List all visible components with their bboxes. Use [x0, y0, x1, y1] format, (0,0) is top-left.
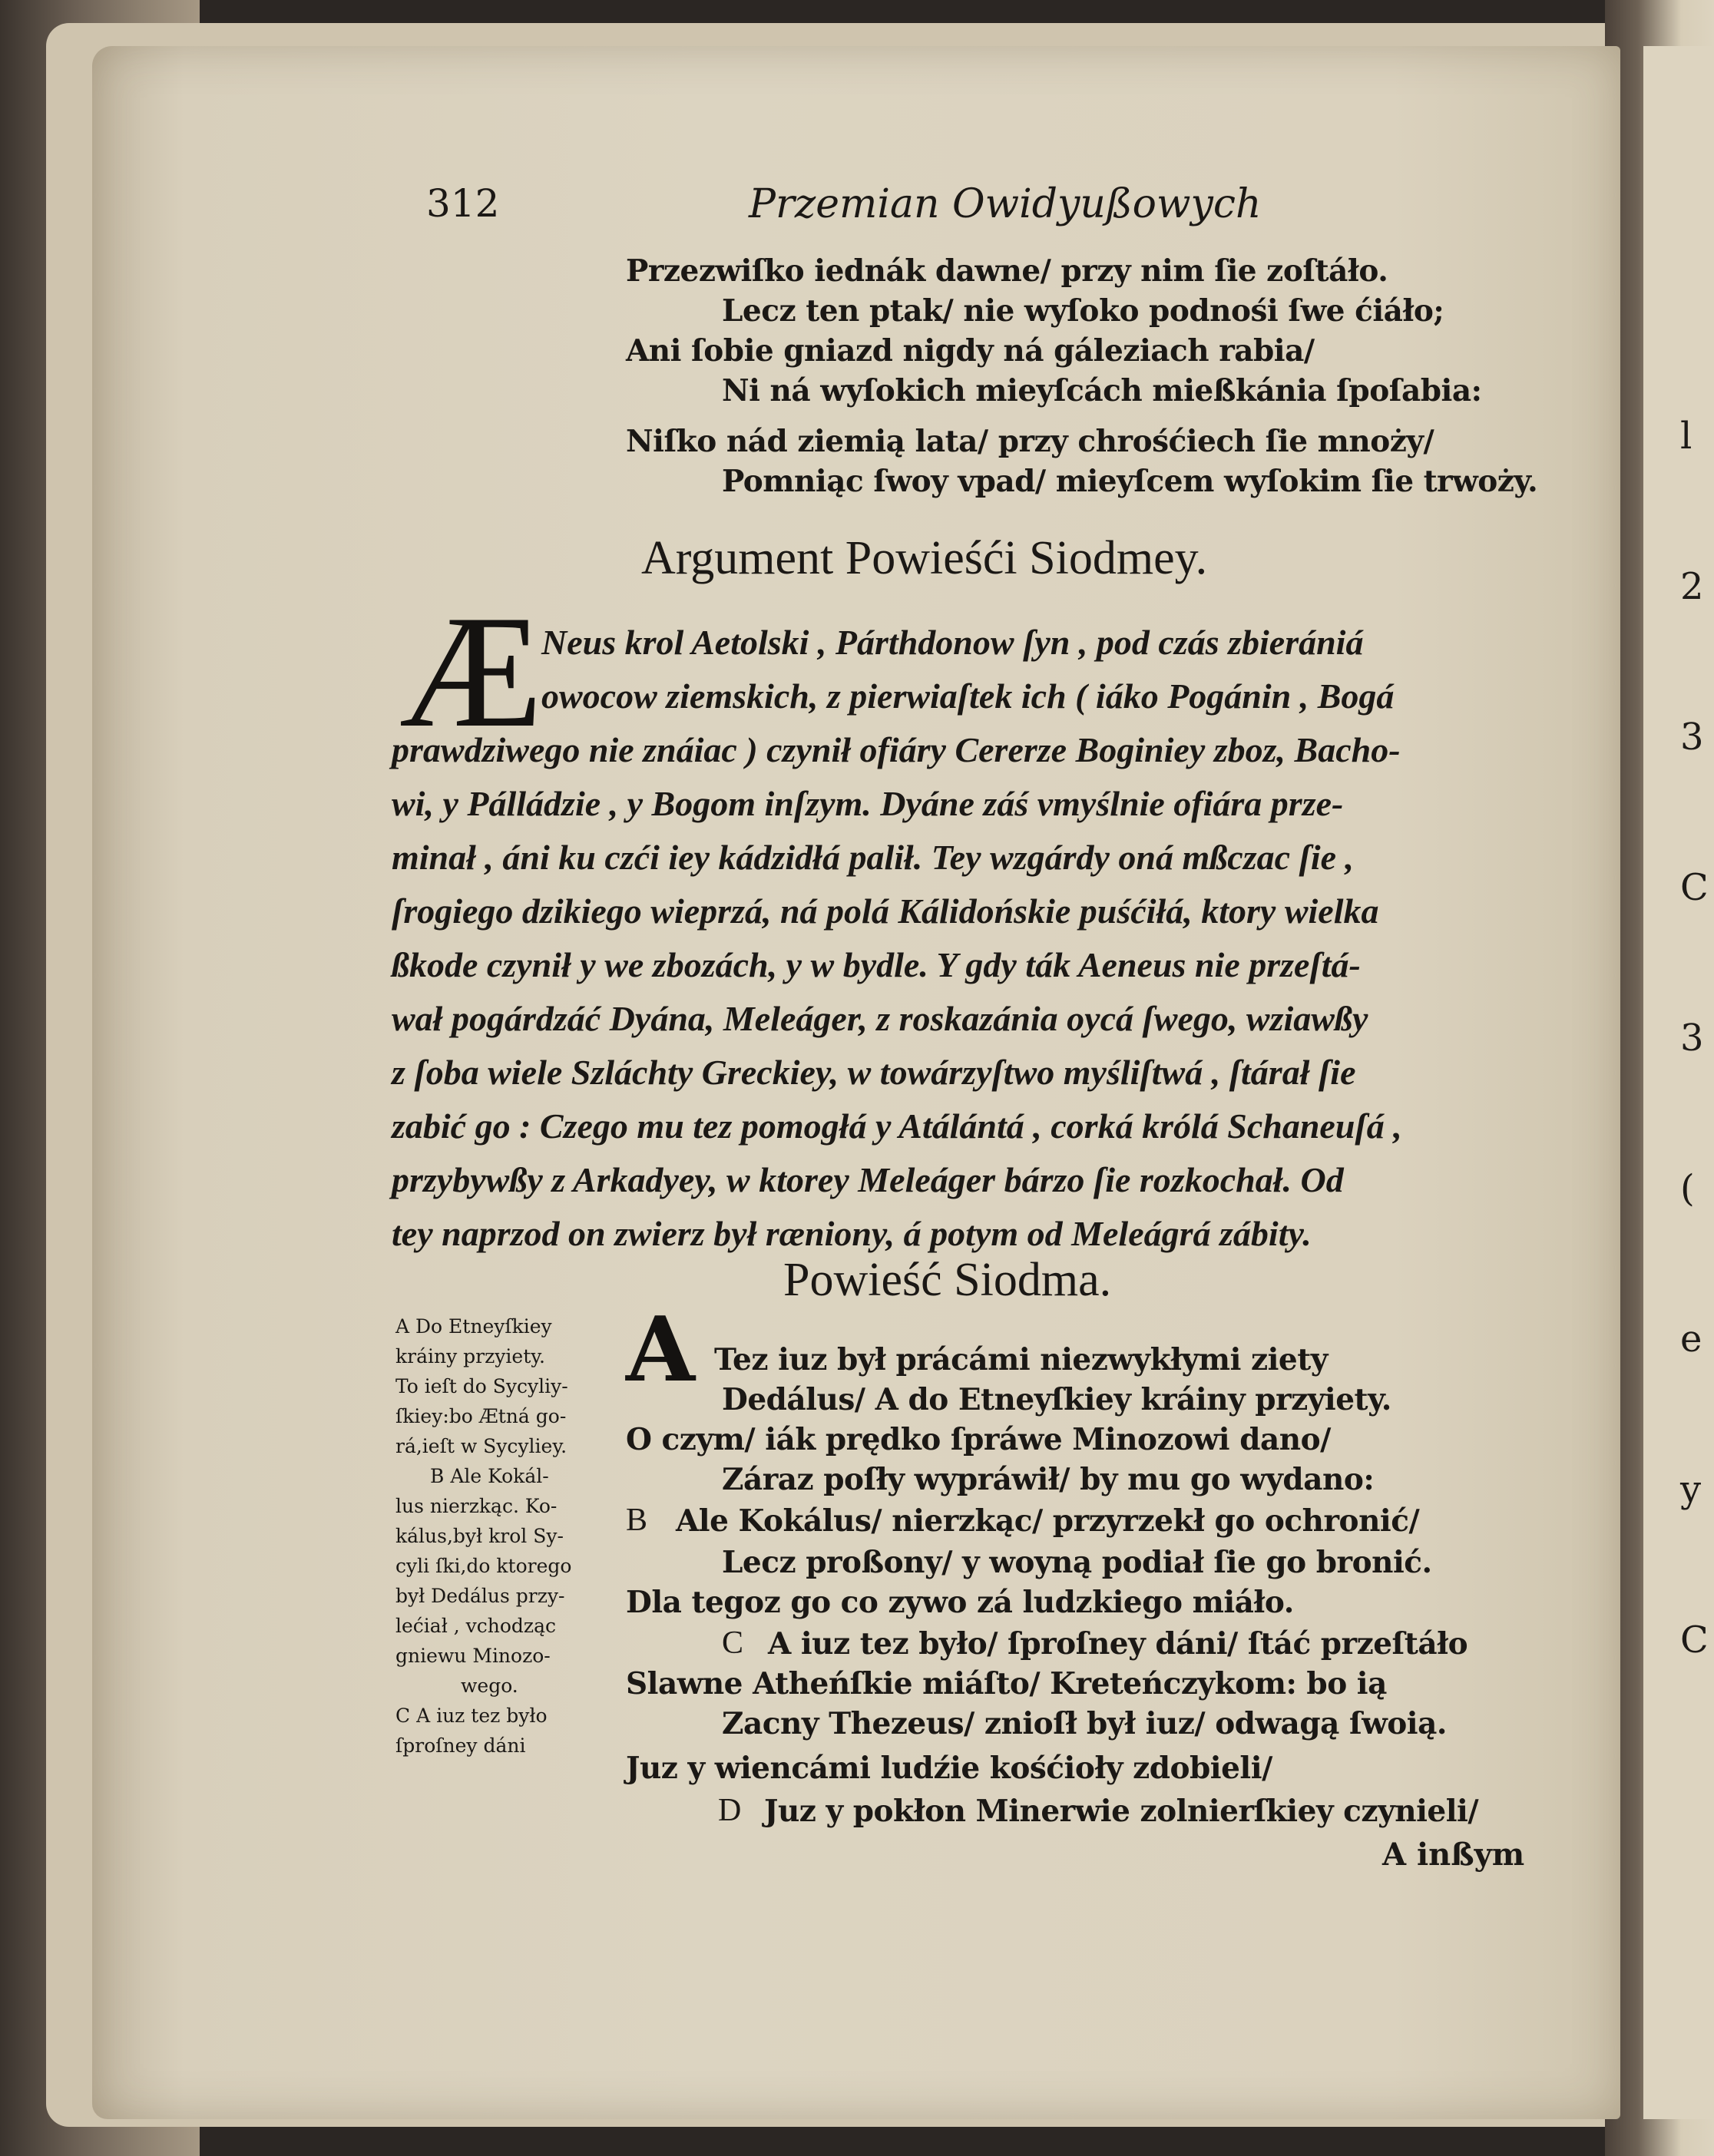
argument-drop-cap: Æ — [399, 583, 543, 761]
argument-line: minał , áni ku czći iey kádzidłá palił. Tey wzgárdy oná mßczac ſie , — [392, 838, 1355, 877]
argument-line: owocow ziemskich, z pierwiaſtek ich ( iáko Pogánin , Bogá — [541, 676, 1395, 716]
argument-line: z ſoba wiele Szláchty Greckiey, w towárzyſtwo myśliſtwá , ſtárał ſie — [392, 1053, 1356, 1092]
story-line: A iuz tez było/ ſproſney dáni/ ſtáć przeſtáło — [768, 1626, 1468, 1662]
margin-note: B Ale Kokál- — [430, 1465, 549, 1487]
page-header — [426, 181, 1540, 243]
argument-line: wi, y Pálládzie , y Bogom inſzym. Dyáne záś vmyślnie ofiára prze- — [392, 784, 1344, 823]
verse-line: Niſko nád ziemią lata/ przy chrośćiech ſie mnoży/ — [626, 424, 1434, 459]
argument-line: zabić go : Czego mu tez pomogłá y Atálántá , corká królá Schaneuſá , — [392, 1106, 1402, 1146]
edge-glyph: C — [1680, 866, 1709, 909]
story-line: Dla tegoz go co zywo zá ludzkiego miáło. — [626, 1585, 1294, 1620]
edge-glyph: ( — [1680, 1167, 1695, 1210]
story-line: Zárаz poſły wypráwił/ by mu go wydano: — [722, 1462, 1375, 1497]
margin-note: ſkiey:bo Ætná go- — [395, 1405, 567, 1427]
edge-glyph: C — [1680, 1619, 1709, 1662]
story-marker: D — [718, 1793, 742, 1828]
verse-line: Ani ſobie gniazd nigdy ná gáleziach rabia/ — [626, 333, 1315, 369]
edge-glyph: 2 — [1680, 565, 1704, 608]
catchword: A inßym — [1382, 1837, 1525, 1873]
margin-note: kráiny przyiety. — [395, 1345, 546, 1367]
edge-glyph: l — [1680, 415, 1692, 458]
verse-line: Ni ná wyſokich mieyſcách mießkánia ſpoſabia: — [722, 373, 1482, 408]
edge-glyph: 3 — [1680, 716, 1704, 759]
story-line: O czym/ iák prędko ſpráwe Minozowi dano/ — [626, 1422, 1331, 1457]
story-marker: B — [626, 1503, 648, 1538]
argument-line: wał pogárdzáć Dyána, Meleáger, z roskazánia oycá ſwego, wziawßy — [392, 999, 1368, 1038]
verse-line: Lecz ten ptak/ nie wyſoko podnośi ſwe ćiáło; — [722, 293, 1444, 329]
argument-line: Neus krol Aetolski , Párthdonow ſyn , pod czás zbierániá — [541, 623, 1364, 662]
argument-line: tey naprzod on zwierz był ræniony, á potym od Meleágrá zábity. — [392, 1214, 1312, 1253]
page-number: 312 — [426, 181, 500, 226]
margin-note: lećiał , vchodząc — [395, 1615, 556, 1637]
story-line: Ale Kokálus/ nierzkąc/ przyrzekł go ochronić/ — [676, 1503, 1420, 1539]
margin-note: ſproſney dáni — [395, 1734, 526, 1757]
argument-line: ßkode czynił y we zbozách, y w bydle. Y gdy ták Aeneus nie przeſtá- — [392, 945, 1361, 984]
margin-note: C A iuz tez było — [395, 1705, 548, 1727]
margin-note: kálus,był krol Sy- — [395, 1525, 564, 1547]
story-drop-cap: A — [626, 1298, 696, 1402]
edge-glyph: 3 — [1680, 1017, 1704, 1060]
story-line: Slawne Atheńſkie miáſto/ Kreteńczykom: bo ią — [626, 1666, 1387, 1701]
story-line: Juz y pokłon Minerwie zolnierſkiey czynieli/ — [764, 1794, 1479, 1829]
argument-line: przybywßy z Arkadyey, w ktorey Meleáger bárzo ſie rozkochał. Od — [392, 1160, 1344, 1199]
margin-note: gniewu Minozo- — [395, 1645, 551, 1667]
verse-line: Przezwiſko iednák dawne/ przy nim ſie zoſtáło. — [626, 253, 1388, 289]
story-line: Tez iuz był prácámi niezwykłymi ziety — [714, 1342, 1328, 1377]
story-marker: C — [722, 1625, 744, 1661]
margin-note: To ieſt do Sycyliy- — [395, 1375, 568, 1397]
edge-glyph: y — [1680, 1468, 1702, 1511]
story-line: Juz y wiencámi ludźie kośćioły zdobieli/ — [626, 1751, 1272, 1786]
story-line: Lecz proßony/ y woyną podiał ſie go bronić. — [722, 1545, 1432, 1580]
margin-note: cyli ſki,do ktorego — [395, 1555, 572, 1577]
margin-note: był Dedálus przy- — [395, 1585, 565, 1607]
running-title: Przemian Owidyußowych — [749, 181, 1262, 227]
edge-glyph: e — [1680, 1318, 1702, 1361]
margin-note: rá,ieſt w Sycyliey. — [395, 1435, 567, 1457]
argument-heading: Argument Powieśći Siodmey. — [641, 532, 1208, 584]
story-line: Dedálus/ A do Etneyſkiey kráiny przyiety. — [722, 1382, 1391, 1417]
margin-note: lus nierzkąc. Ko- — [395, 1495, 558, 1517]
argument-line: prawdziwego nie znáiac ) czynił ofiáry Cererze Boginiey zboz, Bacho- — [392, 730, 1401, 769]
margin-note: wego. — [461, 1675, 518, 1697]
story-line: Zacny Thezeus/ znioſł był iuz/ odwagą ſwoią. — [722, 1706, 1447, 1741]
story-heading: Powieść Siodma. — [783, 1254, 1112, 1306]
argument-line: ſrogiego dzikiego wieprzá, ná polá Kálidońskie puśćiłá, ktory wielka — [392, 891, 1379, 931]
right-page-edge-glyphs — [1680, 361, 1714, 1715]
verse-line: Pomniąc ſwoy vpad/ mieyſcem wyſokim ſie trwoży. — [722, 464, 1538, 499]
margin-note: A Do Etneyſkiey — [395, 1315, 552, 1338]
